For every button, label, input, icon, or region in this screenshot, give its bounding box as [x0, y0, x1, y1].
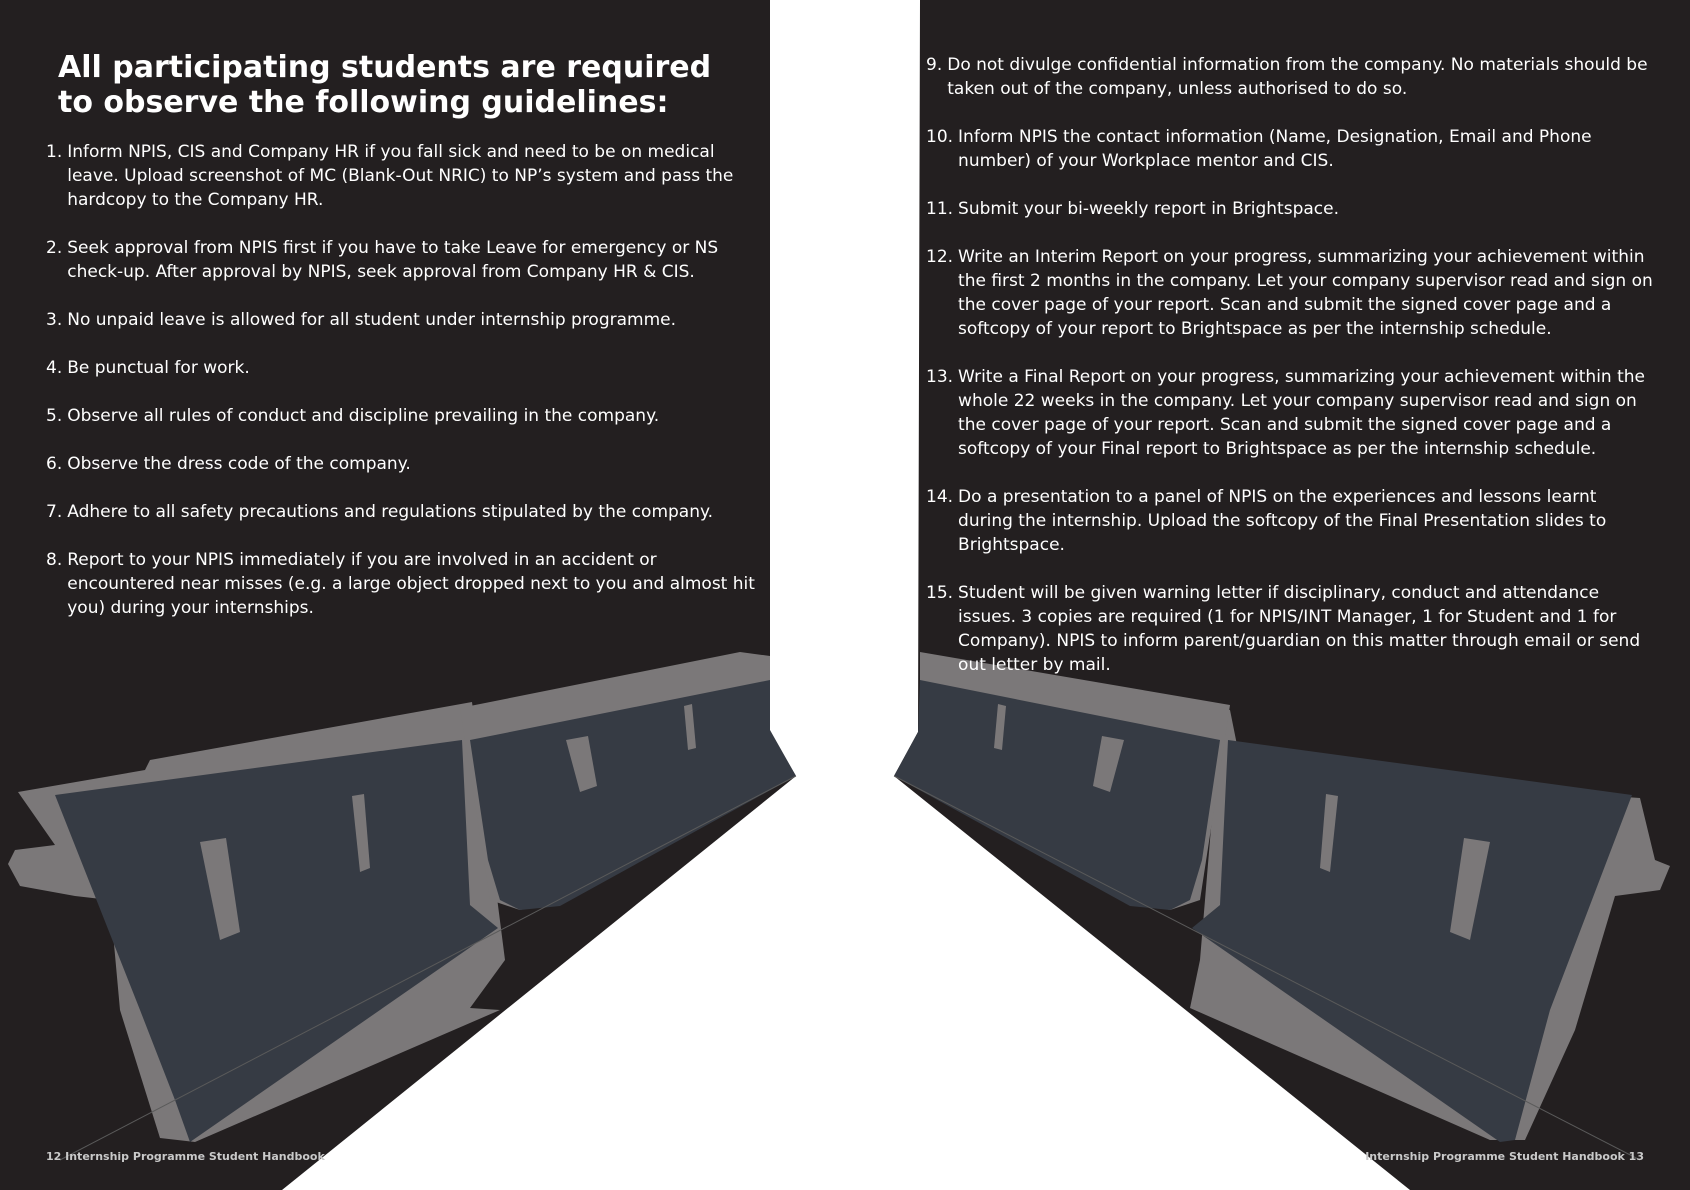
guideline-number: 2. — [46, 238, 63, 258]
guideline-text: Submit your bi-weekly report in Brightspace. — [958, 199, 1339, 219]
guideline-item-7 — [46, 500, 766, 524]
guideline-item-12 — [926, 245, 1654, 341]
guideline-item-13 — [926, 365, 1654, 461]
left-page-footer: 12 Internship Programme Student Handbook — [46, 1150, 325, 1163]
guideline-number: 7. — [46, 502, 63, 522]
guideline-item-3 — [46, 308, 766, 332]
guideline-item-1 — [46, 140, 766, 212]
guideline-text: Observe all rules of conduct and discipline prevailing in the company. — [67, 406, 660, 426]
guideline-number: 8. — [46, 550, 63, 570]
guideline-number: 3. — [46, 310, 63, 330]
guideline-item-5 — [46, 404, 766, 428]
guideline-text: Report to your NPIS immediately if you are involved in an accident or encountered near misses (e.g. a large object dropped next to you and almost hit you) during your internships. — [67, 550, 755, 618]
guideline-number: 15. — [926, 583, 954, 603]
right-page-footer: Internship Programme Student Handbook 13 — [1365, 1150, 1644, 1163]
guideline-text: Seek approval from NPIS first if you have to take Leave for emergency or NS check-up. After approval by NPIS, seek approval from Company HR & CIS. — [67, 238, 719, 282]
guidelines-heading — [58, 50, 758, 120]
guidelines-heading-line-2: to observe the following guidelines: — [58, 85, 669, 120]
guideline-text: Write an Interim Report on your progress, summarizing your achievement within the first 2 months in the company. Let your company supervisor read and sign on the cover page of your report. Scan and submit the signed cover page and a softcopy of your report to Brightspace as per the internship schedule. — [958, 247, 1653, 339]
guideline-item-9 — [926, 53, 1654, 101]
guideline-text: Inform NPIS, CIS and Company HR if you fall sick and need to be on medical leave. Upload screenshot of MC (Blank-Out NRIC) to NP’s system and pass the hardcopy to the Company HR. — [67, 142, 734, 210]
guideline-item-4 — [46, 356, 766, 380]
guideline-text: Write a Final Report on your progress, summarizing your achievement within the whole 22 weeks in the company. Let your company supervisor read and sign on the cover page of your report. Scan and submit the signed cover page and a softcopy of your Final report to Brightspace as per the internship schedule. — [958, 367, 1645, 459]
guideline-text: Observe the dress code of the company. — [67, 454, 411, 474]
right-guidelines-list — [926, 53, 1654, 701]
guideline-number: 13. — [926, 367, 954, 387]
guideline-item-14 — [926, 485, 1654, 557]
guideline-item-15 — [926, 581, 1654, 677]
guideline-number: 14. — [926, 487, 954, 507]
guideline-item-10 — [926, 125, 1654, 173]
guideline-number: 4. — [46, 358, 63, 378]
guidelines-heading-line-1: All participating students are required — [58, 50, 712, 85]
guideline-item-8 — [46, 548, 766, 620]
guideline-text: Inform NPIS the contact information (Name, Designation, Email and Phone number) of your Workplace mentor and CIS. — [958, 127, 1592, 171]
guideline-number: 10. — [926, 127, 954, 147]
guideline-text: Do a presentation to a panel of NPIS on the experiences and lessons learnt during the internship. Upload the softcopy of the Final Presentation slides to Brightspace. — [958, 487, 1607, 555]
guideline-text: Student will be given warning letter if disciplinary, conduct and attendance issues. 3 copies are required (1 for NPIS/INT Manager, 1 for Student and 1 for Company). NPIS to inform parent/guardian on this matter through email or send out letter by mail. — [958, 583, 1641, 675]
guideline-item-11 — [926, 197, 1654, 221]
guideline-item-6 — [46, 452, 766, 476]
guideline-number: 12. — [926, 247, 954, 267]
guideline-text: Do not divulge confidential information from the company. No materials should be taken out of the company, unless authorised to do so. — [947, 55, 1648, 99]
guideline-text: No unpaid leave is allowed for all student under internship programme. — [67, 310, 677, 330]
guideline-number: 11. — [926, 199, 954, 219]
guideline-number: 1. — [46, 142, 63, 162]
guideline-text: Be punctual for work. — [67, 358, 250, 378]
left-guidelines-list — [46, 140, 766, 644]
guideline-item-2 — [46, 236, 766, 284]
guideline-number: 9. — [926, 55, 943, 75]
guideline-text: Adhere to all safety precautions and regulations stipulated by the company. — [67, 502, 714, 522]
guideline-number: 5. — [46, 406, 63, 426]
guideline-number: 6. — [46, 454, 63, 474]
